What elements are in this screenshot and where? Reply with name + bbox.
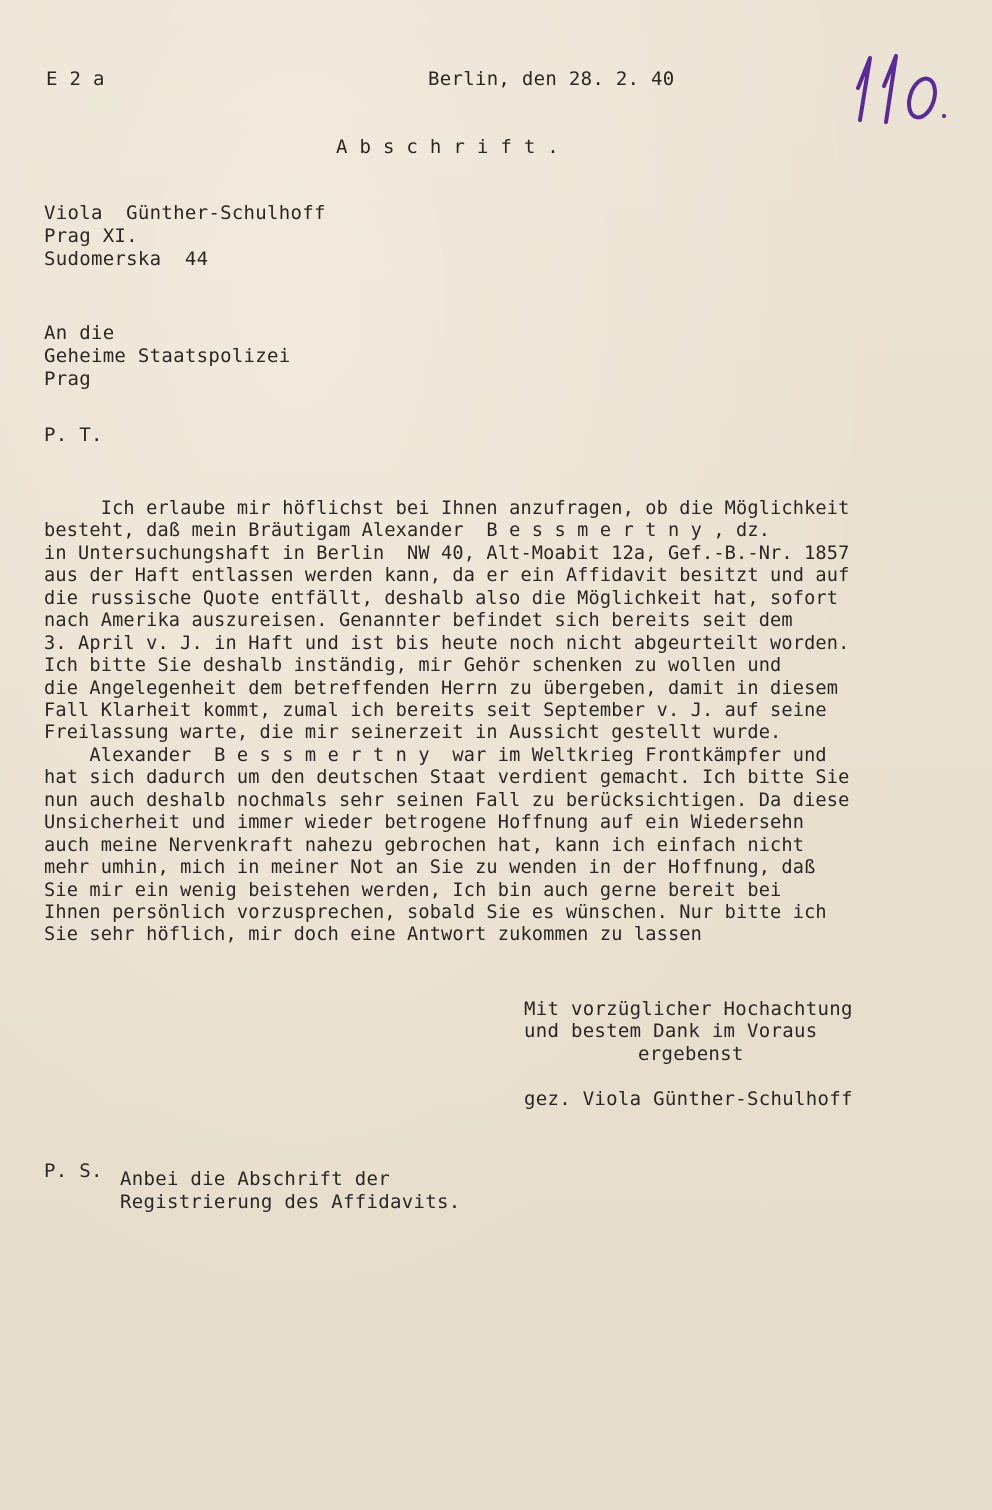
salutation: P. T. <box>44 424 103 446</box>
place-date: Berlin, den 28. 2. 40 <box>428 68 675 90</box>
postscript-line-1: Anbei die Abschrift der <box>120 1168 390 1190</box>
body-line: Ich erlaube mir höflichst bei Ihnen anzufragen, ob die Möglichkeit <box>44 498 850 519</box>
closing-line-1: Mit vorzüglicher Hochachtung <box>524 998 853 1020</box>
recipient-line-1: An die <box>44 322 115 344</box>
body-line: Sie sehr höflich, mir doch eine Antwort zukommen zu lassen <box>44 924 702 945</box>
body-line: die Angelegenheit dem betreffenden Herrn zu übergeben, damit in diesem <box>44 678 839 699</box>
body-line: auch meine Nervenkraft nahezu gebrochen hat, kann ich einfach nicht <box>44 835 805 856</box>
body-line: mehr umhin, mich in meiner Not an Sie zu wenden in der Hoffnung, daß <box>44 857 816 878</box>
recipient-line-2: Geheime Staatspolizei <box>44 345 291 367</box>
recipient-line-3: Prag <box>44 368 91 390</box>
document-title: A b s c h r i f t . <box>336 136 560 158</box>
body-line: hat sich dadurch um den deutschen Staat verdient gemacht. Ich bitte Sie <box>44 767 850 788</box>
body-line: Sie mir ein wenig beistehen werden, Ich bin auch gerne bereit bei <box>44 880 782 901</box>
signature: gez. Viola Günther-Schulhoff <box>524 1088 853 1110</box>
body-line: aus der Haft entlassen werden kann, da er ein Affidavit besitzt und auf <box>44 565 850 586</box>
body-line: Freilassung warte, die mir seinerzeit in Aussicht gestellt wurde. <box>44 722 782 743</box>
body-line: Fall Klarheit kommt, zumal ich bereits seit September v. J. auf seine <box>44 700 827 721</box>
body-line: Alexander B e s s m e r t n y war im Weltkrieg Frontkämpfer und <box>44 745 827 766</box>
folio-number-text: 110 <box>840 36 842 37</box>
body-line: in Untersuchungshaft in Berlin NW 40, Alt-Moabit 12a, Gef.-B.-Nr. 1857 <box>44 543 850 564</box>
reference-code: E 2 a <box>46 68 105 90</box>
closing-line-2: und bestem Dank im Voraus <box>524 1020 818 1042</box>
body-line: Ihnen persönlich vorzusprechen, sobald Sie es wünschen. Nur bitte ich <box>44 902 827 923</box>
body-line: Unsicherheit und immer wieder betrogene Hoffnung auf ein Wiedersehn <box>44 812 805 833</box>
sender-name: Viola Günther-Schulhoff <box>44 202 326 224</box>
folio-number <box>840 36 950 126</box>
body-line: besteht, daß mein Bräutigam Alexander B e s s m e r t n y , dz. <box>44 520 771 541</box>
postscript-line-2: Registrierung des Affidavits. <box>120 1191 461 1213</box>
postscript-label: P. S. <box>44 1160 103 1182</box>
body-line: nun auch deshalb nochmals sehr seinen Fall zu berücksichtigen. Da diese <box>44 790 850 811</box>
body-line: die russische Quote entfällt, deshalb also die Möglichkeit hat, sofort <box>44 588 839 609</box>
sender-street: Sudomerska 44 <box>44 248 209 270</box>
body-line: nach Amerika auszureisen. Genannter befindet sich bereits seit dem <box>44 610 793 631</box>
sender-city: Prag XI. <box>44 225 138 247</box>
closing-line-3: ergebenst <box>638 1043 744 1065</box>
body-line: Ich bitte Sie deshalb inständig, mir Gehör schenken zu wollen und <box>44 655 782 676</box>
body-line: 3. April v. J. in Haft und ist bis heute noch nicht abgeurteilt worden. <box>44 633 850 654</box>
